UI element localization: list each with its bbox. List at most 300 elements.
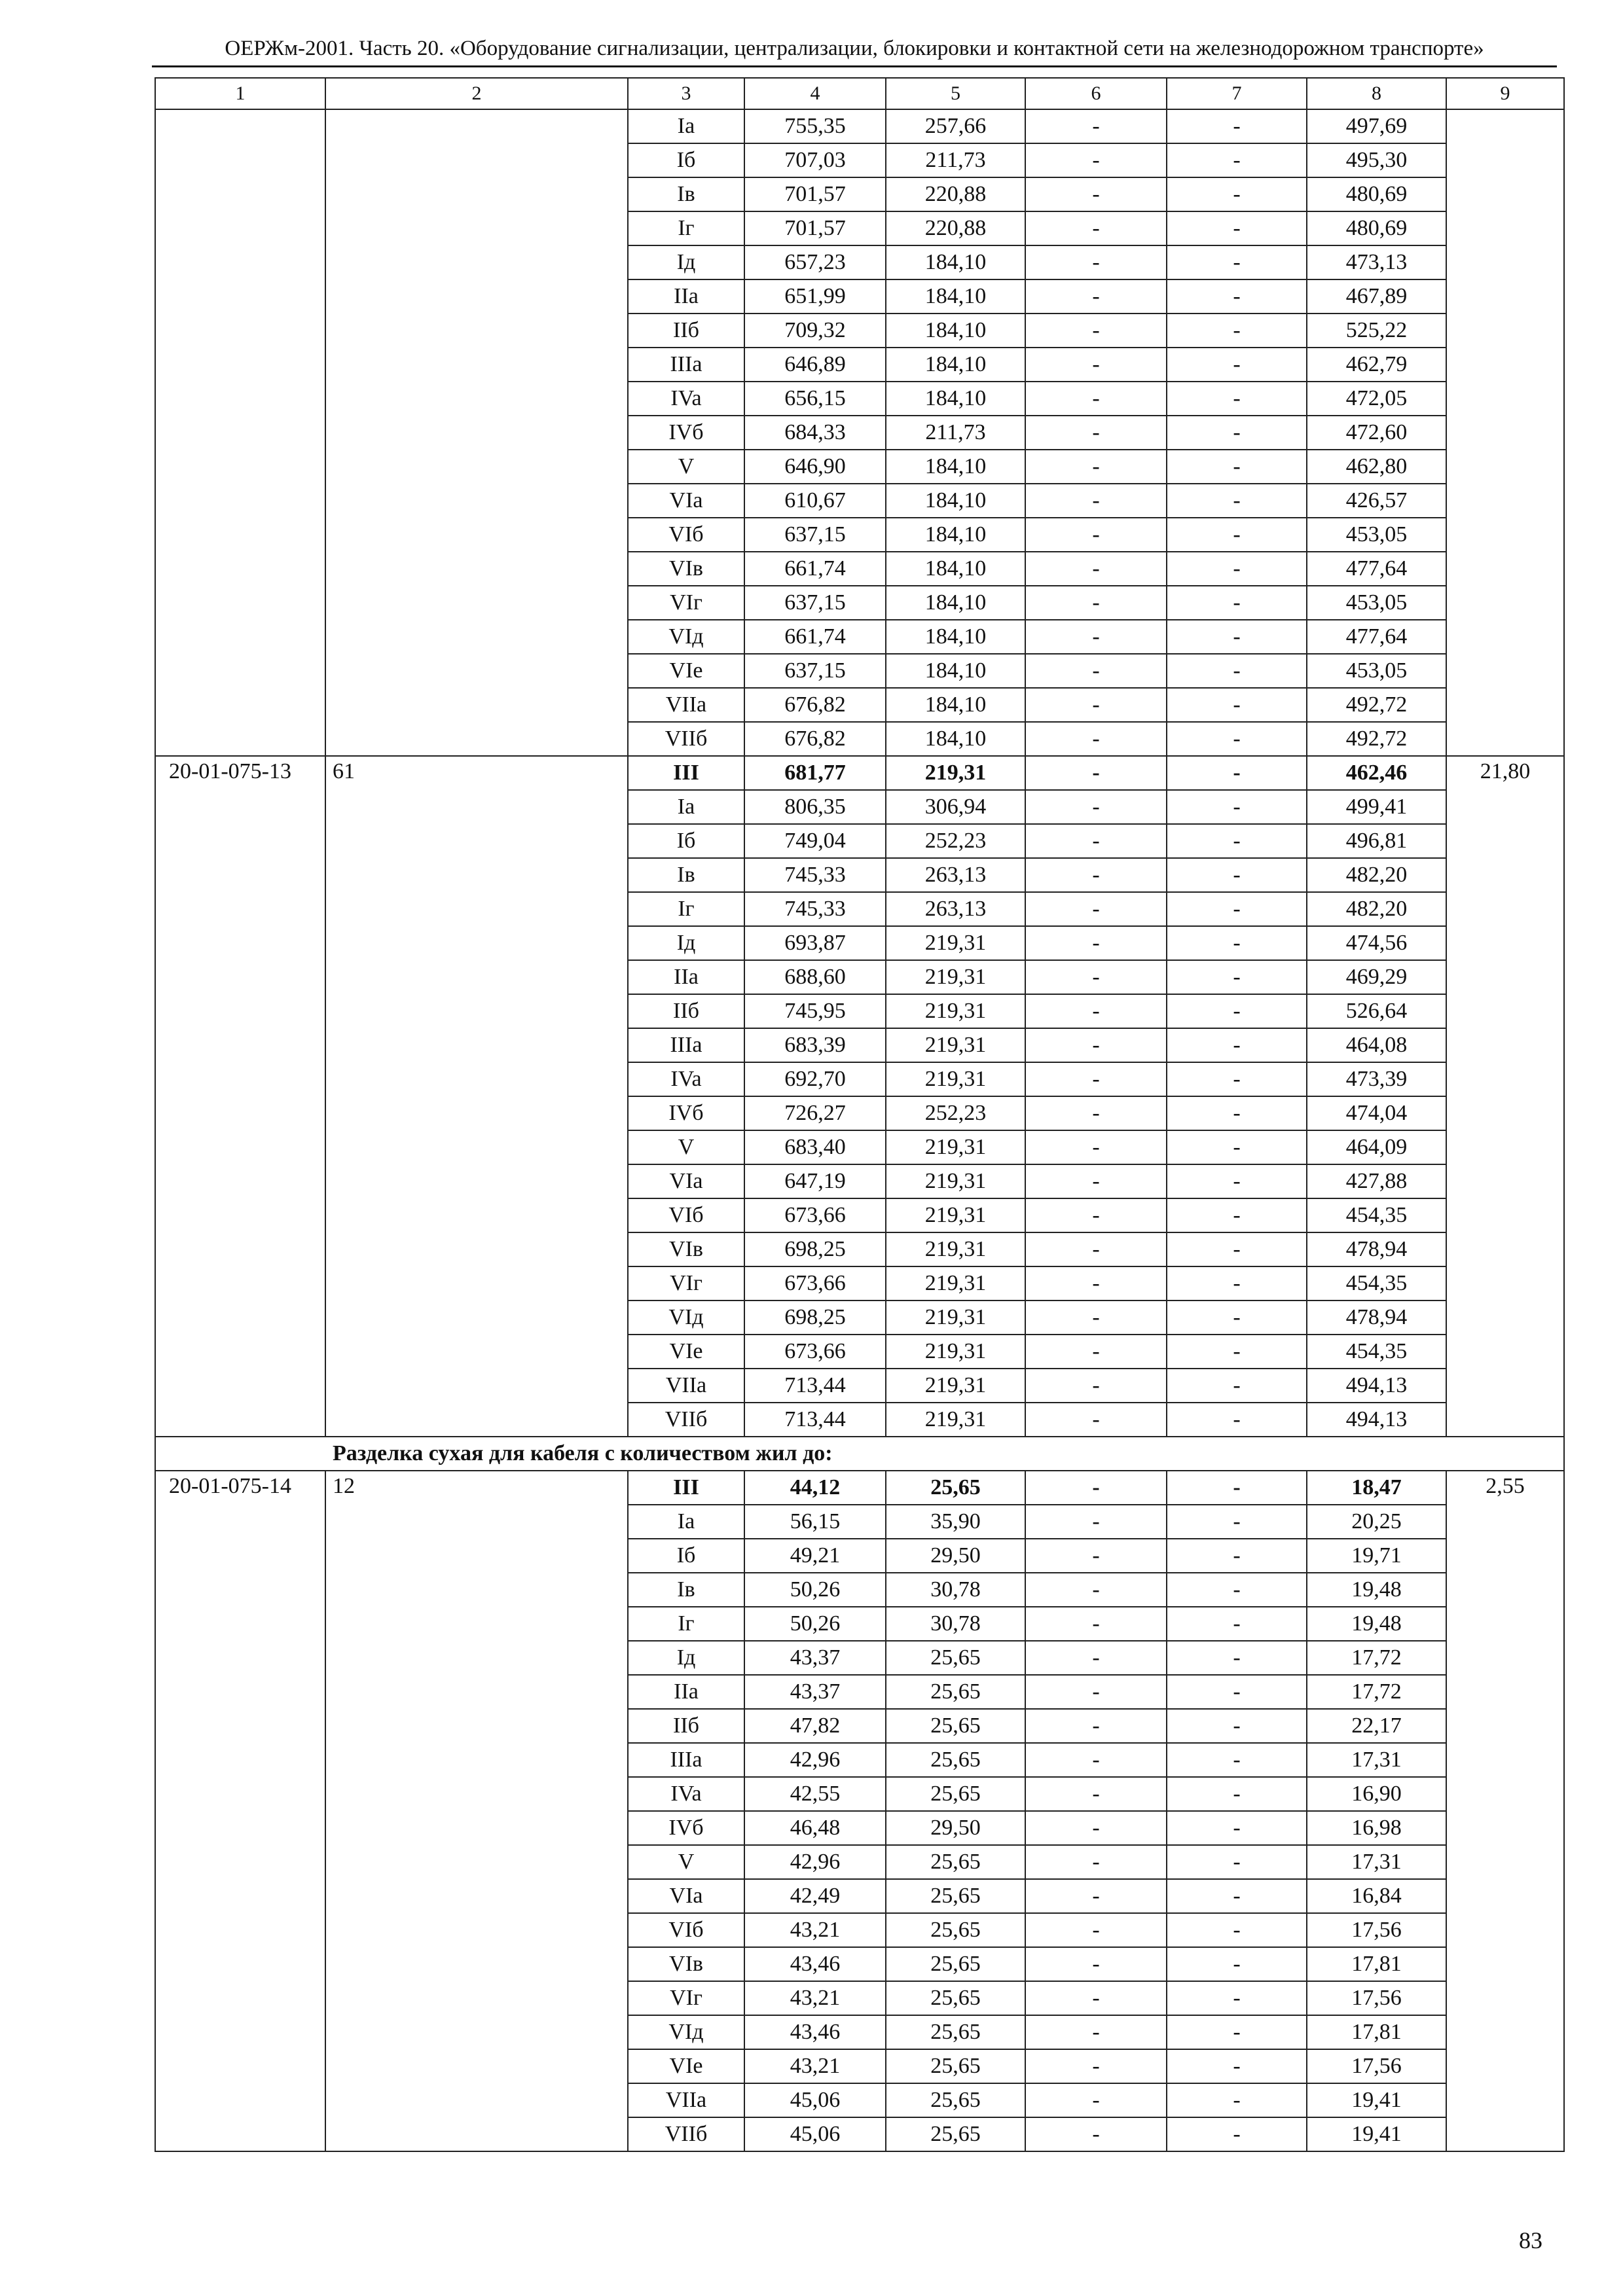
value-cell: - bbox=[1025, 1471, 1167, 1505]
value-cell: - bbox=[1167, 960, 1307, 994]
running-header: ОЕРЖм-2001. Часть 20. «Оборудование сигнализации, централизации, блокировки и контактной сети на железнодорожном транспорте» bbox=[225, 37, 1484, 60]
value-cell: 25,65 bbox=[886, 1845, 1025, 1879]
value-cell: 46,48 bbox=[744, 1811, 886, 1845]
value-cell: 526,64 bbox=[1307, 994, 1446, 1028]
value-cell: - bbox=[1025, 1913, 1167, 1947]
value-cell: 683,40 bbox=[744, 1130, 886, 1164]
quantity-cell bbox=[325, 109, 628, 756]
value-cell: - bbox=[1167, 416, 1307, 450]
value-cell: 19,71 bbox=[1307, 1539, 1446, 1573]
value-cell: - bbox=[1167, 518, 1307, 552]
value-cell: 43,37 bbox=[744, 1641, 886, 1675]
value-cell: 43,37 bbox=[744, 1675, 886, 1709]
category-cell: Iв bbox=[628, 858, 744, 892]
column-number: 9 bbox=[1446, 78, 1564, 109]
category-cell: VIIб bbox=[628, 722, 744, 756]
value-cell: - bbox=[1167, 2049, 1307, 2083]
value-cell: 306,94 bbox=[886, 790, 1025, 824]
category-cell: Iг bbox=[628, 211, 744, 245]
value-cell: 45,06 bbox=[744, 2117, 886, 2151]
value-cell: 646,90 bbox=[744, 450, 886, 484]
value-cell: - bbox=[1025, 1505, 1167, 1539]
value-cell: 219,31 bbox=[886, 1300, 1025, 1335]
header-rule bbox=[152, 65, 1557, 67]
value-cell: 477,64 bbox=[1307, 552, 1446, 586]
value-cell: 454,35 bbox=[1307, 1198, 1446, 1232]
value-cell: - bbox=[1025, 211, 1167, 245]
value-cell: 462,79 bbox=[1307, 348, 1446, 382]
value-cell: - bbox=[1167, 756, 1307, 790]
value-cell: - bbox=[1025, 1403, 1167, 1437]
value-cell: 184,10 bbox=[886, 654, 1025, 688]
value-cell: 17,56 bbox=[1307, 1981, 1446, 2015]
value-cell: 651,99 bbox=[744, 279, 886, 314]
value-cell: 480,69 bbox=[1307, 211, 1446, 245]
value-cell: - bbox=[1167, 1675, 1307, 1709]
value-cell: 42,96 bbox=[744, 1845, 886, 1879]
value-cell: 29,50 bbox=[886, 1811, 1025, 1845]
column-number: 4 bbox=[744, 78, 886, 109]
value-cell: - bbox=[1167, 1743, 1307, 1777]
labor-norm-cell: 2,55 bbox=[1446, 1471, 1564, 2151]
value-cell: 745,95 bbox=[744, 994, 886, 1028]
value-cell: - bbox=[1025, 2015, 1167, 2049]
value-cell: - bbox=[1167, 1539, 1307, 1573]
category-cell: IIa bbox=[628, 960, 744, 994]
value-cell: 18,47 bbox=[1307, 1471, 1446, 1505]
value-cell: 25,65 bbox=[886, 1913, 1025, 1947]
value-cell: - bbox=[1167, 654, 1307, 688]
value-cell: - bbox=[1025, 1266, 1167, 1300]
category-cell: VIд bbox=[628, 2015, 744, 2049]
value-cell: 17,81 bbox=[1307, 2015, 1446, 2049]
value-cell: 647,19 bbox=[744, 1164, 886, 1198]
value-cell: 698,25 bbox=[744, 1300, 886, 1335]
value-cell: - bbox=[1167, 586, 1307, 620]
category-cell: IIa bbox=[628, 279, 744, 314]
value-cell: 464,08 bbox=[1307, 1028, 1446, 1062]
value-cell: 219,31 bbox=[886, 1403, 1025, 1437]
category-cell: Iг bbox=[628, 1607, 744, 1641]
value-cell: 17,72 bbox=[1307, 1675, 1446, 1709]
value-cell: 426,57 bbox=[1307, 484, 1446, 518]
value-cell: 43,21 bbox=[744, 1981, 886, 2015]
value-cell: 492,72 bbox=[1307, 722, 1446, 756]
value-cell: 637,15 bbox=[744, 654, 886, 688]
value-cell: 44,12 bbox=[744, 1471, 886, 1505]
value-cell: 467,89 bbox=[1307, 279, 1446, 314]
value-cell: 726,27 bbox=[744, 1096, 886, 1130]
value-cell: - bbox=[1167, 245, 1307, 279]
value-cell: - bbox=[1167, 2083, 1307, 2117]
value-cell: - bbox=[1025, 245, 1167, 279]
value-cell: 43,46 bbox=[744, 2015, 886, 2049]
value-cell: 17,56 bbox=[1307, 1913, 1446, 1947]
value-cell: 25,65 bbox=[886, 2083, 1025, 2117]
value-cell: 707,03 bbox=[744, 143, 886, 177]
value-cell: 25,65 bbox=[886, 1709, 1025, 1743]
value-cell: - bbox=[1167, 1300, 1307, 1335]
value-cell: 47,82 bbox=[744, 1709, 886, 1743]
value-cell: 252,23 bbox=[886, 1096, 1025, 1130]
value-cell: - bbox=[1025, 790, 1167, 824]
value-cell: 25,65 bbox=[886, 1675, 1025, 1709]
value-cell: - bbox=[1025, 960, 1167, 994]
category-cell: Iб bbox=[628, 1539, 744, 1573]
column-number: 3 bbox=[628, 78, 744, 109]
category-cell: Iд bbox=[628, 926, 744, 960]
value-cell: 30,78 bbox=[886, 1607, 1025, 1641]
value-cell: 19,48 bbox=[1307, 1573, 1446, 1607]
category-cell: VIд bbox=[628, 1300, 744, 1335]
value-cell: 709,32 bbox=[744, 314, 886, 348]
value-cell: 184,10 bbox=[886, 450, 1025, 484]
value-cell: 676,82 bbox=[744, 688, 886, 722]
value-cell: 25,65 bbox=[886, 1947, 1025, 1981]
value-cell: 56,15 bbox=[744, 1505, 886, 1539]
category-cell: VIe bbox=[628, 2049, 744, 2083]
value-cell: - bbox=[1025, 1777, 1167, 1811]
value-cell: - bbox=[1167, 1777, 1307, 1811]
value-cell: 43,21 bbox=[744, 2049, 886, 2083]
value-cell: - bbox=[1167, 1573, 1307, 1607]
category-cell: III bbox=[628, 756, 744, 790]
value-cell: - bbox=[1025, 1573, 1167, 1607]
value-cell: - bbox=[1167, 1913, 1307, 1947]
value-cell: 43,21 bbox=[744, 1913, 886, 1947]
value-cell: - bbox=[1025, 518, 1167, 552]
value-cell: 454,35 bbox=[1307, 1335, 1446, 1369]
value-cell: 474,04 bbox=[1307, 1096, 1446, 1130]
value-cell: 462,80 bbox=[1307, 450, 1446, 484]
category-cell: VIIб bbox=[628, 2117, 744, 2151]
category-cell: IVa bbox=[628, 1062, 744, 1096]
value-cell: - bbox=[1025, 416, 1167, 450]
value-cell: 656,15 bbox=[744, 382, 886, 416]
value-cell: 692,70 bbox=[744, 1062, 886, 1096]
value-cell: 610,67 bbox=[744, 484, 886, 518]
category-cell: III bbox=[628, 1471, 744, 1505]
labor-norm-cell: 21,80 bbox=[1446, 756, 1564, 1437]
value-cell: 646,89 bbox=[744, 348, 886, 382]
category-cell: VIг bbox=[628, 1981, 744, 2015]
value-cell: - bbox=[1167, 1198, 1307, 1232]
value-cell: - bbox=[1167, 2015, 1307, 2049]
value-cell: 478,94 bbox=[1307, 1300, 1446, 1335]
quantity-cell: 61 bbox=[325, 756, 628, 1437]
value-cell: 492,72 bbox=[1307, 688, 1446, 722]
category-cell: IIIa bbox=[628, 348, 744, 382]
value-cell: - bbox=[1025, 1947, 1167, 1981]
value-cell: - bbox=[1025, 1164, 1167, 1198]
value-cell: 184,10 bbox=[886, 688, 1025, 722]
value-cell: 453,05 bbox=[1307, 654, 1446, 688]
value-cell: 219,31 bbox=[886, 1062, 1025, 1096]
value-cell: 184,10 bbox=[886, 620, 1025, 654]
value-cell: 745,33 bbox=[744, 892, 886, 926]
value-cell: 474,56 bbox=[1307, 926, 1446, 960]
value-cell: 16,90 bbox=[1307, 1777, 1446, 1811]
value-cell: 494,13 bbox=[1307, 1403, 1446, 1437]
value-cell: 681,77 bbox=[744, 756, 886, 790]
section-header-row bbox=[155, 1437, 1564, 1471]
value-cell: - bbox=[1025, 314, 1167, 348]
value-cell: 219,31 bbox=[886, 1369, 1025, 1403]
value-cell: 45,06 bbox=[744, 2083, 886, 2117]
value-cell: 50,26 bbox=[744, 1573, 886, 1607]
category-cell: IIIa bbox=[628, 1028, 744, 1062]
value-cell: 496,81 bbox=[1307, 824, 1446, 858]
value-cell: 477,64 bbox=[1307, 620, 1446, 654]
value-cell: 17,72 bbox=[1307, 1641, 1446, 1675]
value-cell: 19,48 bbox=[1307, 1607, 1446, 1641]
value-cell: 701,57 bbox=[744, 211, 886, 245]
value-cell: 184,10 bbox=[886, 484, 1025, 518]
value-cell: 219,31 bbox=[886, 1130, 1025, 1164]
value-cell: - bbox=[1167, 1641, 1307, 1675]
value-cell: 525,22 bbox=[1307, 314, 1446, 348]
column-number-row bbox=[155, 78, 1564, 109]
value-cell: 30,78 bbox=[886, 1573, 1025, 1607]
value-cell: - bbox=[1025, 1096, 1167, 1130]
value-cell: - bbox=[1167, 1709, 1307, 1743]
value-cell: 473,13 bbox=[1307, 245, 1446, 279]
column-number: 5 bbox=[886, 78, 1025, 109]
value-cell: 25,65 bbox=[886, 2049, 1025, 2083]
value-cell: - bbox=[1025, 586, 1167, 620]
value-cell: - bbox=[1167, 1130, 1307, 1164]
value-cell: - bbox=[1025, 1675, 1167, 1709]
value-cell: 745,33 bbox=[744, 858, 886, 892]
value-cell: - bbox=[1167, 211, 1307, 245]
value-cell: 673,66 bbox=[744, 1266, 886, 1300]
value-cell: - bbox=[1025, 348, 1167, 382]
value-cell: 219,31 bbox=[886, 1266, 1025, 1300]
value-cell: 25,65 bbox=[886, 2015, 1025, 2049]
value-cell: 469,29 bbox=[1307, 960, 1446, 994]
value-cell: - bbox=[1167, 382, 1307, 416]
category-cell: Iд bbox=[628, 1641, 744, 1675]
category-cell: VIIa bbox=[628, 688, 744, 722]
value-cell: 43,46 bbox=[744, 1947, 886, 1981]
value-cell: - bbox=[1167, 143, 1307, 177]
value-cell: - bbox=[1167, 1369, 1307, 1403]
value-cell: 257,66 bbox=[886, 109, 1025, 143]
value-cell: 184,10 bbox=[886, 518, 1025, 552]
value-cell: 184,10 bbox=[886, 245, 1025, 279]
value-cell: - bbox=[1025, 1028, 1167, 1062]
value-cell: - bbox=[1167, 1164, 1307, 1198]
category-cell: V bbox=[628, 450, 744, 484]
value-cell: 657,23 bbox=[744, 245, 886, 279]
section-title: Разделка сухая для кабеля с количеством жил до: bbox=[333, 1441, 833, 1465]
value-cell: - bbox=[1167, 1947, 1307, 1981]
value-cell: 42,49 bbox=[744, 1879, 886, 1913]
value-cell: - bbox=[1167, 1028, 1307, 1062]
value-cell: 184,10 bbox=[886, 722, 1025, 756]
table-body bbox=[155, 78, 1564, 2151]
value-cell: 480,69 bbox=[1307, 177, 1446, 211]
value-cell: 693,87 bbox=[744, 926, 886, 960]
value-cell: - bbox=[1167, 1403, 1307, 1437]
value-cell: - bbox=[1025, 2083, 1167, 2117]
category-cell: IVб bbox=[628, 416, 744, 450]
value-cell: 713,44 bbox=[744, 1369, 886, 1403]
rate-code-cell bbox=[155, 109, 325, 756]
value-cell: - bbox=[1025, 1743, 1167, 1777]
value-cell: 482,20 bbox=[1307, 858, 1446, 892]
value-cell: - bbox=[1025, 1845, 1167, 1879]
value-cell: - bbox=[1167, 688, 1307, 722]
page-number: 83 bbox=[1519, 2227, 1542, 2253]
value-cell: - bbox=[1167, 722, 1307, 756]
value-cell: 219,31 bbox=[886, 1232, 1025, 1266]
value-cell: 184,10 bbox=[886, 279, 1025, 314]
value-cell: - bbox=[1167, 1062, 1307, 1096]
value-cell: 219,31 bbox=[886, 1028, 1025, 1062]
value-cell: 683,39 bbox=[744, 1028, 886, 1062]
value-cell: - bbox=[1025, 1879, 1167, 1913]
category-cell: IIIa bbox=[628, 1743, 744, 1777]
category-cell: VIe bbox=[628, 1335, 744, 1369]
value-cell: 184,10 bbox=[886, 314, 1025, 348]
category-cell: VIa bbox=[628, 484, 744, 518]
value-cell: 22,17 bbox=[1307, 1709, 1446, 1743]
value-cell: - bbox=[1167, 858, 1307, 892]
value-cell: - bbox=[1025, 892, 1167, 926]
value-cell: - bbox=[1167, 2117, 1307, 2151]
value-cell: - bbox=[1025, 1369, 1167, 1403]
value-cell: - bbox=[1025, 1300, 1167, 1335]
category-cell: Iв bbox=[628, 1573, 744, 1607]
category-cell: IIб bbox=[628, 1709, 744, 1743]
value-cell: 673,66 bbox=[744, 1198, 886, 1232]
category-cell: VIa bbox=[628, 1879, 744, 1913]
value-cell: - bbox=[1025, 1062, 1167, 1096]
value-cell: 49,21 bbox=[744, 1539, 886, 1573]
value-cell: 427,88 bbox=[1307, 1164, 1446, 1198]
value-cell: 17,31 bbox=[1307, 1743, 1446, 1777]
value-cell: 701,57 bbox=[744, 177, 886, 211]
category-cell: VIIa bbox=[628, 2083, 744, 2117]
category-cell: VIв bbox=[628, 552, 744, 586]
value-cell: 25,65 bbox=[886, 1471, 1025, 1505]
value-cell: - bbox=[1025, 552, 1167, 586]
value-cell: - bbox=[1167, 177, 1307, 211]
value-cell: 20,25 bbox=[1307, 1505, 1446, 1539]
value-cell: 755,35 bbox=[744, 109, 886, 143]
value-cell: 42,55 bbox=[744, 1777, 886, 1811]
value-cell: - bbox=[1025, 858, 1167, 892]
value-cell: 50,26 bbox=[744, 1607, 886, 1641]
value-cell: 472,60 bbox=[1307, 416, 1446, 450]
value-cell: - bbox=[1167, 1607, 1307, 1641]
value-cell: - bbox=[1025, 1641, 1167, 1675]
value-cell: - bbox=[1167, 1845, 1307, 1879]
labor-norm-cell bbox=[1446, 109, 1564, 756]
value-cell: 17,56 bbox=[1307, 2049, 1446, 2083]
value-cell: - bbox=[1025, 756, 1167, 790]
value-cell: 29,50 bbox=[886, 1539, 1025, 1573]
category-cell: Iг bbox=[628, 892, 744, 926]
category-cell: IIб bbox=[628, 314, 744, 348]
value-cell: 184,10 bbox=[886, 348, 1025, 382]
value-cell: - bbox=[1167, 450, 1307, 484]
value-cell: - bbox=[1025, 994, 1167, 1028]
column-number: 7 bbox=[1167, 78, 1307, 109]
value-cell: - bbox=[1167, 484, 1307, 518]
value-cell: 35,90 bbox=[886, 1505, 1025, 1539]
value-cell: 25,65 bbox=[886, 1743, 1025, 1777]
category-cell: Iб bbox=[628, 143, 744, 177]
value-cell: 637,15 bbox=[744, 518, 886, 552]
value-cell: - bbox=[1025, 450, 1167, 484]
value-cell: 42,96 bbox=[744, 1743, 886, 1777]
value-cell: 637,15 bbox=[744, 586, 886, 620]
category-cell: IVa bbox=[628, 1777, 744, 1811]
value-cell: 472,05 bbox=[1307, 382, 1446, 416]
value-cell: 25,65 bbox=[886, 1641, 1025, 1675]
value-cell: - bbox=[1167, 109, 1307, 143]
category-cell: Ia bbox=[628, 109, 744, 143]
value-cell: - bbox=[1167, 926, 1307, 960]
value-cell: - bbox=[1167, 1811, 1307, 1845]
value-cell: 495,30 bbox=[1307, 143, 1446, 177]
value-cell: - bbox=[1167, 1471, 1307, 1505]
value-cell: 688,60 bbox=[744, 960, 886, 994]
value-cell: 25,65 bbox=[886, 1777, 1025, 1811]
category-cell: VIIa bbox=[628, 1369, 744, 1403]
value-cell: - bbox=[1025, 143, 1167, 177]
value-cell: - bbox=[1167, 790, 1307, 824]
value-cell: - bbox=[1025, 1130, 1167, 1164]
value-cell: 499,41 bbox=[1307, 790, 1446, 824]
value-cell: 453,05 bbox=[1307, 586, 1446, 620]
value-cell: 211,73 bbox=[886, 416, 1025, 450]
value-cell: 713,44 bbox=[744, 1403, 886, 1437]
category-cell: VIб bbox=[628, 1913, 744, 1947]
value-cell: - bbox=[1167, 1096, 1307, 1130]
value-cell: - bbox=[1167, 314, 1307, 348]
value-cell: - bbox=[1025, 722, 1167, 756]
value-cell: 220,88 bbox=[886, 211, 1025, 245]
value-cell: 19,41 bbox=[1307, 2083, 1446, 2117]
value-cell: 806,35 bbox=[744, 790, 886, 824]
value-cell: - bbox=[1167, 1505, 1307, 1539]
value-cell: 497,69 bbox=[1307, 109, 1446, 143]
value-cell: - bbox=[1025, 2049, 1167, 2083]
value-cell: 219,31 bbox=[886, 926, 1025, 960]
value-cell: 661,74 bbox=[744, 552, 886, 586]
category-cell: Ia bbox=[628, 1505, 744, 1539]
value-cell: - bbox=[1025, 620, 1167, 654]
value-cell: 17,31 bbox=[1307, 1845, 1446, 1879]
category-cell: VIб bbox=[628, 518, 744, 552]
category-cell: IIa bbox=[628, 1675, 744, 1709]
category-cell: VIг bbox=[628, 1266, 744, 1300]
value-cell: 184,10 bbox=[886, 586, 1025, 620]
category-cell: VIв bbox=[628, 1947, 744, 1981]
value-cell: 482,20 bbox=[1307, 892, 1446, 926]
value-cell: - bbox=[1167, 620, 1307, 654]
value-cell: 25,65 bbox=[886, 1879, 1025, 1913]
column-number: 1 bbox=[155, 78, 325, 109]
value-cell: 673,66 bbox=[744, 1335, 886, 1369]
value-cell: 749,04 bbox=[744, 824, 886, 858]
value-cell: 454,35 bbox=[1307, 1266, 1446, 1300]
category-cell: V bbox=[628, 1845, 744, 1879]
value-cell: 16,84 bbox=[1307, 1879, 1446, 1913]
